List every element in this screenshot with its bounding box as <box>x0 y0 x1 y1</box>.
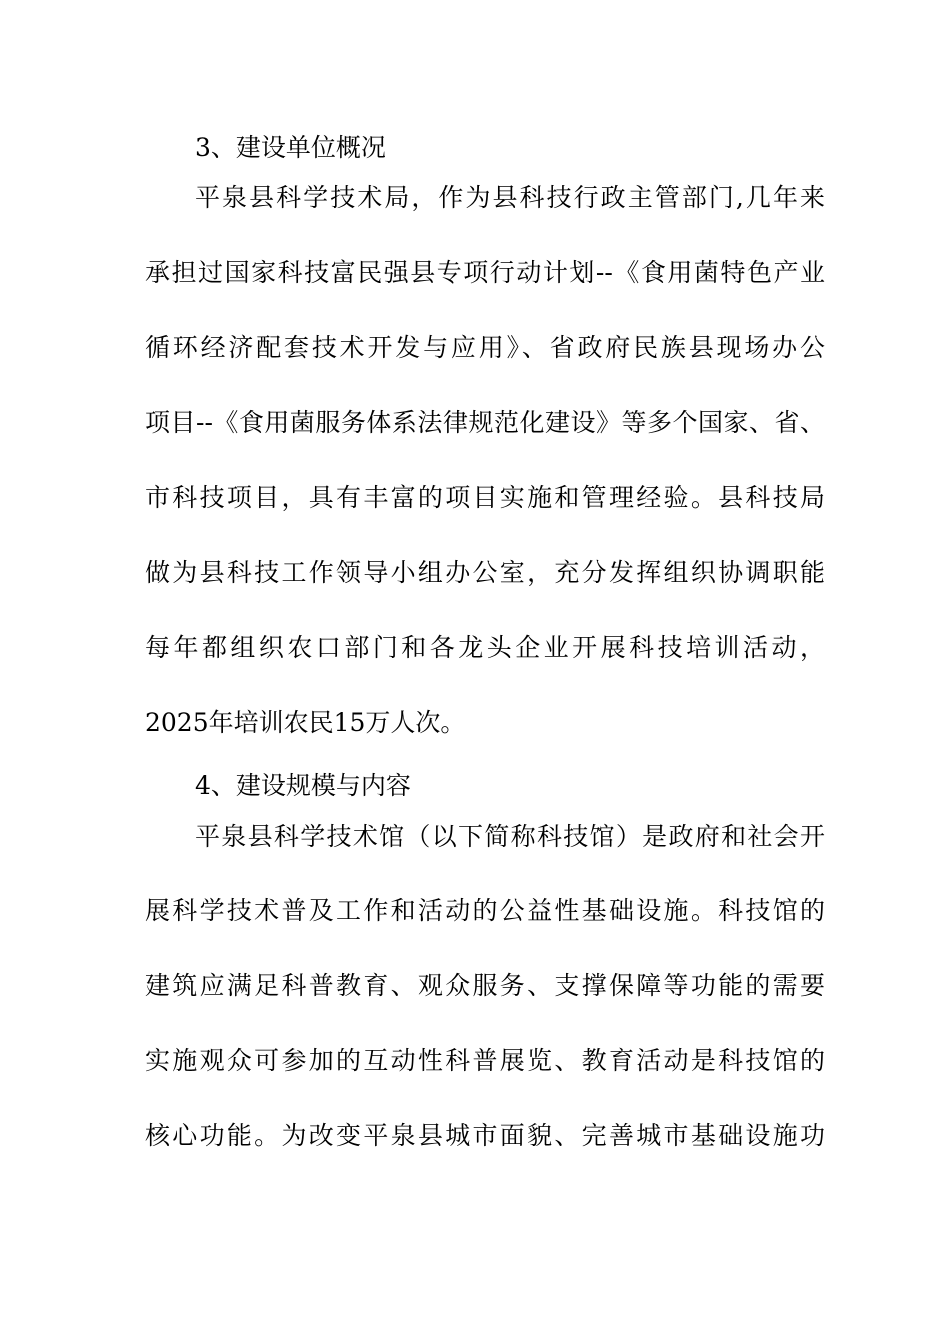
section-4-line-4: 实施观众可参加的互动性科普展览、教育活动是科技馆的 <box>145 1046 825 1075</box>
section-3-line-3: 循环经济配套技术开发与应用》、省政府民族县现场办公 <box>145 333 825 362</box>
section-3-line-4: 项目--《食用菌服务体系法律规范化建设》等多个国家、省、 <box>145 408 825 437</box>
section-4-line-3: 建筑应满足科普教育、观众服务、支撑保障等功能的需要 <box>145 971 825 1000</box>
section-4-line-2: 展科学技术普及工作和活动的公益性基础设施。科技馆的 <box>145 896 825 925</box>
section-4-heading: 4、建设规模与内容 <box>195 771 411 800</box>
section-3-line-2: 承担过国家科技富民强县专项行动计划--《食用菌特色产业 <box>145 258 825 287</box>
section-3-heading: 3、建设单位概况 <box>195 133 386 162</box>
section-4-line-5: 核心功能。为改变平泉县城市面貌、完善城市基础设施功 <box>145 1121 825 1150</box>
section-3-line-7: 每年都组织农口部门和各龙头企业开展科技培训活动， <box>145 633 825 662</box>
section-3-line-5: 市科技项目，具有丰富的项目实施和管理经验。县科技局 <box>145 483 825 512</box>
section-3-line-8: 2025年培训农民15万人次。 <box>145 708 466 737</box>
section-4-line-1: 平泉县科学技术馆（以下简称科技馆）是政府和社会开 <box>195 822 825 851</box>
section-3-line-6: 做为县科技工作领导小组办公室，充分发挥组织协调职能 <box>145 558 825 587</box>
section-3-line-1: 平泉县科学技术局，作为县科技行政主管部门,几年来 <box>195 183 825 212</box>
